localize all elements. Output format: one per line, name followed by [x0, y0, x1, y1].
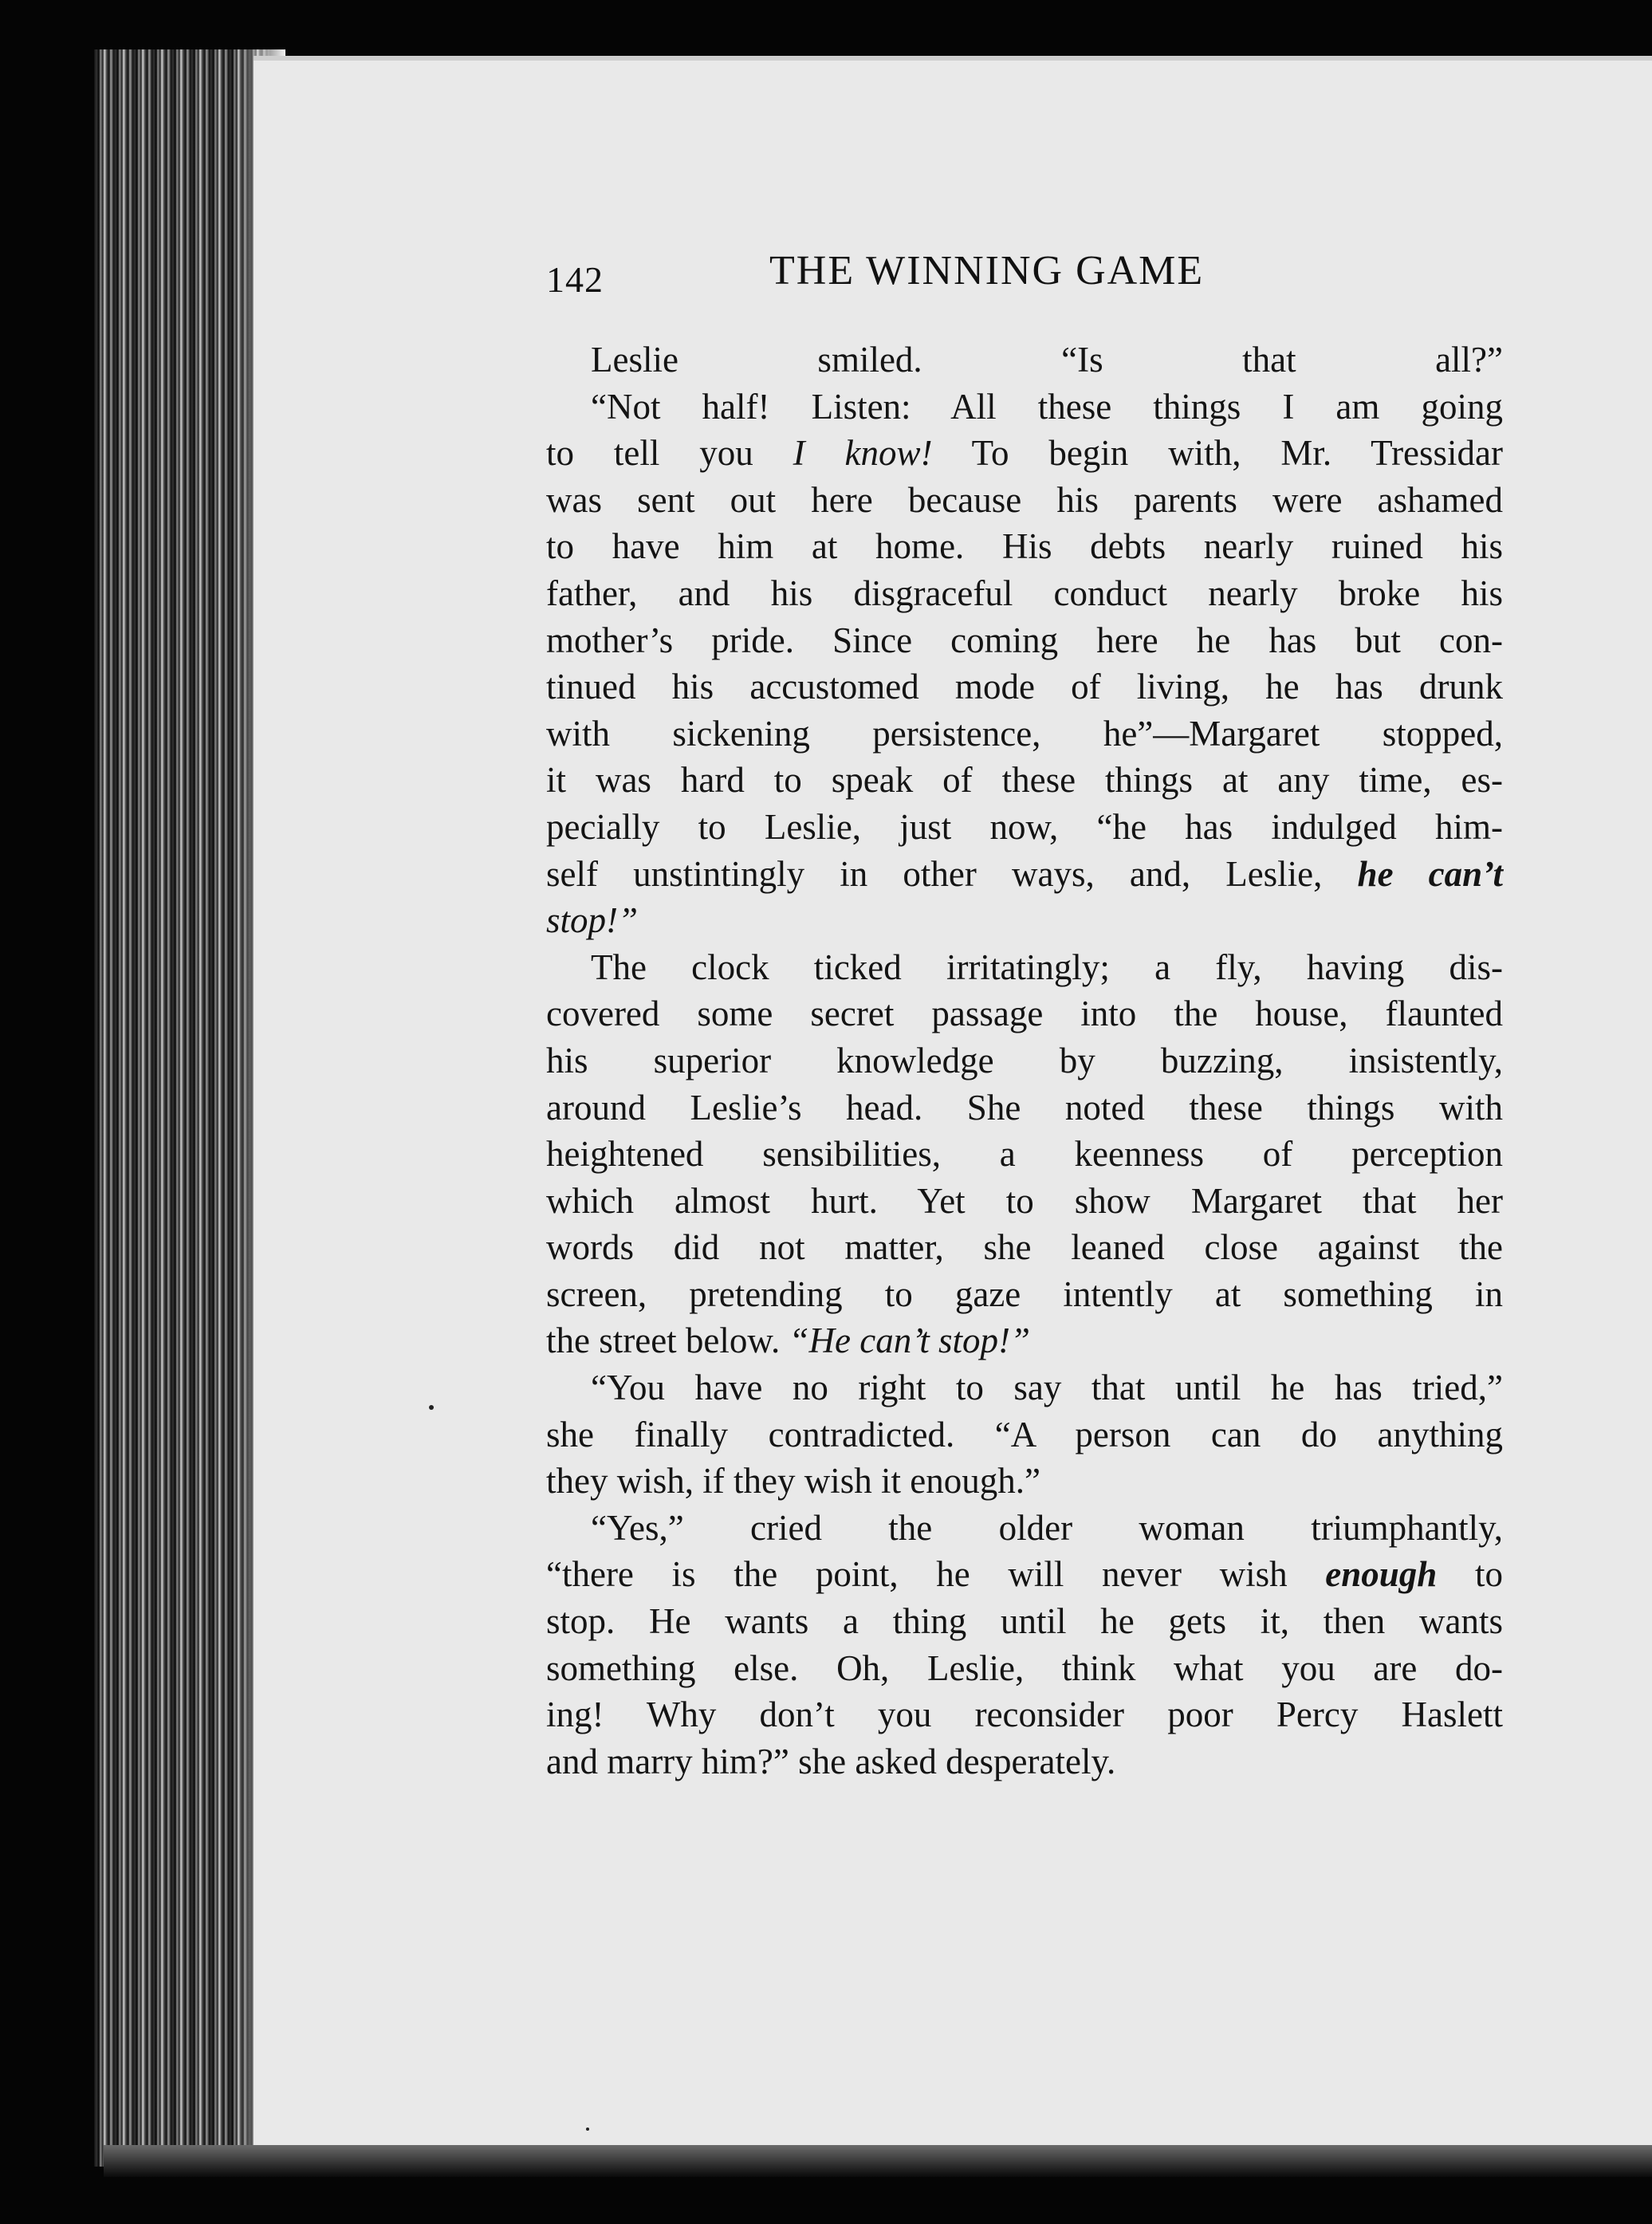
text-line: mother’s pride. Since coming here he has but con-	[546, 620, 1503, 660]
text-line: she finally contradicted. “A person can do anything	[546, 1414, 1503, 1454]
text-line: was sent out here because his parents were ashamed	[546, 479, 1503, 520]
italic-span: stop!”	[546, 900, 639, 941]
text-span: “there is the point, he will never wish	[546, 1554, 1288, 1595]
text-line: and marry him?” she asked desperately.	[546, 1741, 1116, 1781]
text-line: ing! Why don’t you reconsider poor Percy Haslett	[546, 1695, 1503, 1735]
scan-speck	[429, 1405, 434, 1410]
text-line: “Not half! Listen: All these things I am going	[591, 386, 1503, 427]
text-line: they wish, if they wish it enough.”	[546, 1461, 1040, 1502]
page-number: 142	[546, 259, 604, 300]
text-line	[546, 851, 1503, 898]
text-line	[546, 1317, 1503, 1364]
text-span: To begin with, Mr. Tressidar	[971, 433, 1504, 474]
text-line: words did not matter, she leaned close against the	[546, 1227, 1503, 1268]
text-line: covered some secret passage into the house, flaunted	[546, 994, 1503, 1034]
running-title: THE WINNING GAME	[769, 248, 1205, 293]
text-line	[546, 430, 1503, 477]
text-line: something else. Oh, Leslie, think what you are do-	[546, 1647, 1503, 1688]
text-line: stop. He wants a thing until he gets it, then wants	[546, 1601, 1503, 1642]
text-line: “You have no right to say that until he has tried,”	[591, 1368, 1503, 1408]
text-line: screen, pretending to gaze intently at something in	[546, 1273, 1503, 1314]
italic-span: I know!	[793, 433, 933, 474]
italic-span: he can’t	[1357, 853, 1503, 894]
text-line: to have him at home. His debts nearly ruined his	[546, 526, 1503, 567]
scan-speck	[586, 2128, 589, 2131]
page-header	[546, 247, 1272, 303]
text-span: the street below.	[546, 1321, 781, 1361]
text-line: heightened sensibilities, a keenness of perception	[546, 1134, 1503, 1175]
text-span: self unstintingly in other ways, and, Leslie,	[546, 853, 1323, 894]
text-line: around Leslie’s head. She noted these things with	[546, 1087, 1503, 1128]
text-line	[546, 897, 1503, 944]
text-line: tinued his accustomed mode of living, he has drunk	[546, 667, 1503, 707]
text-line: with sickening persistence, he”—Margaret stopped,	[546, 713, 1503, 754]
text-line: Leslie smiled. “Is that all?”	[591, 340, 1503, 380]
text-line: it was hard to speak of these things at any time, es-	[546, 760, 1503, 801]
text-span: to tell you	[546, 433, 753, 474]
italic-span: “He can’t stop!”	[789, 1321, 1030, 1361]
book-page-edges	[94, 49, 269, 2167]
italic-span: enough	[1325, 1554, 1438, 1595]
text-line: The clock ticked irritatingly; a fly, having dis-	[591, 947, 1503, 987]
text-line	[546, 1551, 1503, 1598]
text-span: to	[1475, 1554, 1504, 1595]
text-line: “Yes,” cried the older woman triumphantly,	[591, 1507, 1503, 1548]
text-line: father, and his disgraceful conduct nearly broke his	[546, 573, 1503, 613]
page-bottom-shadow	[104, 2145, 1652, 2177]
body-text	[546, 337, 1503, 1785]
text-line: which almost hurt. Yet to show Margaret that her	[546, 1180, 1503, 1221]
text-line: pecially to Leslie, just now, “he has indulged him-	[546, 806, 1503, 847]
text-line: his superior knowledge by buzzing, insistently,	[546, 1040, 1503, 1081]
